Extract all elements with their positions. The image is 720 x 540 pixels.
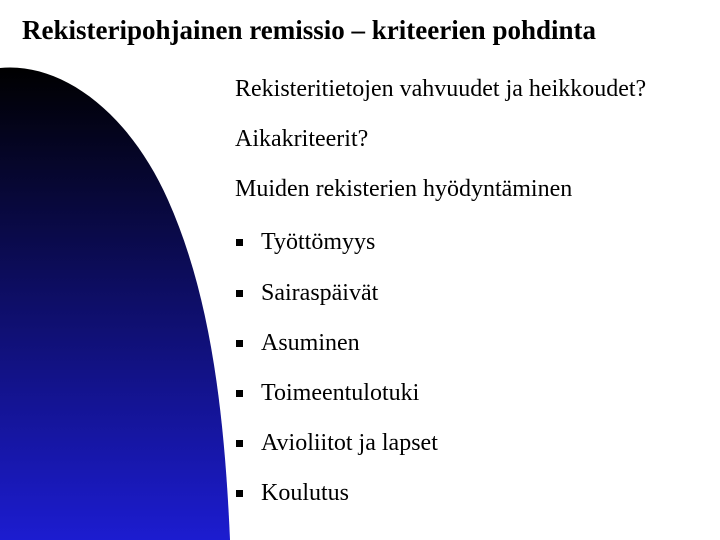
bullet-item-1: Rekisteritietojen vahvuudet ja heikkoudet? (235, 76, 647, 102)
sub-item-koulutus (235, 478, 349, 508)
slide-title: Rekisteripohjainen remissio – kriteerien pohdinta (22, 15, 597, 45)
bullet-item-3: Muiden rekisterien hyödyntäminen (235, 176, 573, 202)
sub-item-asuminen (235, 328, 360, 358)
sub-item-label: Asuminen (261, 329, 360, 356)
square-bullet-icon (236, 290, 243, 297)
sub-item-avioliitot-ja-lapset (235, 428, 438, 458)
sub-item-label: Sairaspäivät (261, 279, 379, 306)
sub-item-tyottomyys (235, 227, 375, 257)
sub-item-sairaspaivat (235, 278, 378, 308)
square-bullet-icon (236, 239, 243, 246)
square-bullet-icon (236, 440, 243, 447)
square-bullet-icon (236, 340, 243, 347)
square-bullet-icon (236, 390, 243, 397)
bullet-item-2: Aikakriteerit? (235, 126, 369, 152)
sub-item-label: Työttömyys (261, 228, 376, 255)
sub-item-label: Avioliitot ja lapset (261, 429, 438, 456)
sub-item-label: Toimeentulotuki (261, 379, 420, 406)
sub-item-toimeentulotuki (235, 378, 419, 408)
sub-item-label: Koulutus (261, 479, 350, 506)
square-bullet-icon (236, 490, 243, 497)
